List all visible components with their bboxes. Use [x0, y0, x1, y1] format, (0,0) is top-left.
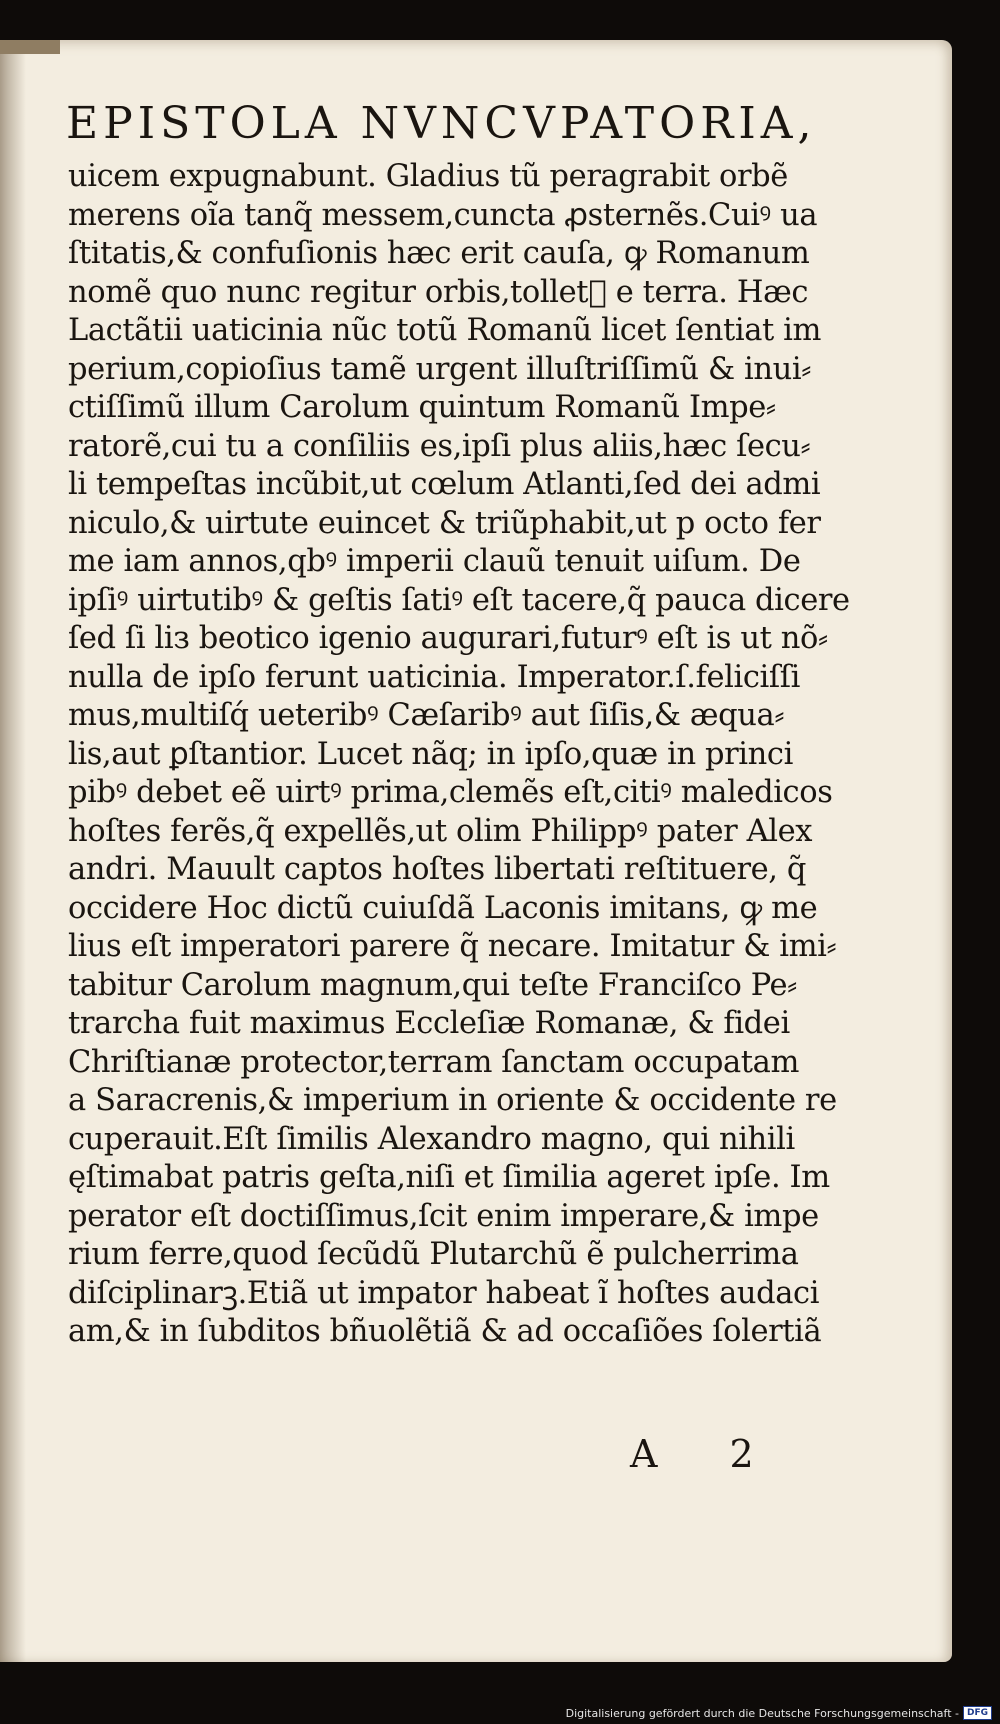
text-line: ſtitatis,& confuſionis hæc erit cauſa, ꝙ Romanum [68, 236, 810, 271]
text-line: ipſiꝰ uirtutibꝰ & geſtis ſatiꝰ eſt tacere,q̃ pauca dicere [68, 582, 850, 618]
text-line: diſciplinarꝫ.Etiã ut impator habeat ĩ hoſtes audaci [68, 1275, 820, 1311]
text-line: Chriſtianæ protector,terram ſanctam occupatam [68, 1044, 799, 1080]
text-line: li tempeſtas incũbit,ut cœlum Atlanti,ſed dei admi [68, 467, 821, 502]
text-line: perium,copioſius tamẽ urgent illuſtriſſimũ & inui⸗ [68, 351, 811, 387]
text-line: rium ferre,quod ſecũdũ Plutarchũ ẽ pulcherrima [68, 1237, 799, 1272]
text-line: ſed ſi liз beotico igenio augurari,futurꝰ eſt is ut nõ⸗ [68, 621, 828, 656]
signature-mark: A 2 [630, 1432, 784, 1476]
page-corner-mark [0, 40, 60, 54]
text-line: mus,multiſq́ ueteribꝰ Cæſaribꝰ aut ſiſis,& æqua⸗ [68, 698, 785, 733]
text-line: hoſtes ferẽs,q̃ expellẽs,ut olim Philippꝰ pater Alex [68, 813, 813, 849]
text-line: lius eſt imperatori parere q̃ necare. Imitatur & imi⸗ [68, 929, 837, 964]
text-line: niculo,& uirtute euincet & triũphabit,ut p octo fer [68, 505, 821, 541]
text-line: am,& in ſubditos bñuolẽtiã & ad occaſiões ſolertiã [68, 1314, 822, 1349]
digitization-footer [566, 1706, 992, 1720]
text-line: lis,aut ꝑſtantior. Lucet nãq; in ipſo,quæ in princi [68, 736, 793, 772]
text-line: a Saracrenis,& imperium in oriente & occidente re [68, 1083, 837, 1118]
text-line: ratorẽ,cui tu a conſiliis es,ipſi plus aliis,hæc ſecu⸗ [68, 428, 811, 464]
text-line: ęſtimabat patris geſta,niſi et ſimilia ageret ipſe. Im [68, 1160, 830, 1195]
text-line: perator eſt doctiſſimus,ſcit enim imperare,& impe [68, 1198, 819, 1234]
text-line: merens oĩa tanq̃ messem,cuncta ꝓsternẽs.Cuiꝰ ua [68, 197, 818, 233]
gutter-shadow [0, 40, 26, 1662]
text-line: cuperauit.Eſt ſimilis Alexandro magno, qui nihili [68, 1121, 795, 1157]
funding-credit: Digitalisierung gefördert durch die Deutsche Forschungsgemeinschaft - [565, 1706, 959, 1720]
running-head: EPISTOLA NVNCVPATORIA, [66, 98, 817, 149]
text-line: uicem expugnabunt. Gladius tũ peragrabit orbẽ [68, 159, 788, 194]
dfg-logo: DFG [963, 1706, 992, 1720]
text-line: tabitur Carolum magnum,qui teſte Franciſco Pe⸗ [68, 967, 797, 1003]
book-page [0, 40, 952, 1662]
text-line: pibꝰ debet eẽ uirtꝰ prima,clemẽs eſt,citiꝰ maledicos [68, 775, 833, 810]
text-line: occidere Hoc dictũ cuiuſdã Laconis imitans, ꝙ me [68, 890, 818, 926]
page-body-text [68, 158, 858, 1352]
text-line: me iam annos,qbꝰ imperii clauũ tenuit uiſum. De [68, 544, 801, 579]
text-line: andri. Mauult captos hoſtes libertati reſtituere, q̃ [68, 852, 807, 887]
text-line: trarcha fuit maximus Eccleſiæ Romanæ, & fidei [68, 1006, 790, 1041]
text-line: nomẽ quo nunc regitur orbis,tolletᷣ e terra. Hæc [68, 274, 809, 310]
text-line: Lactãtii uaticinia nũc totũ Romanũ licet ſentiat im [68, 313, 822, 348]
text-line: ctiſſimũ illum Carolum quintum Romanũ Impe⸗ [68, 390, 776, 425]
text-line: nulla de ipſo ferunt uaticinia. Imperator.ſ.feliciſſi [68, 659, 801, 695]
